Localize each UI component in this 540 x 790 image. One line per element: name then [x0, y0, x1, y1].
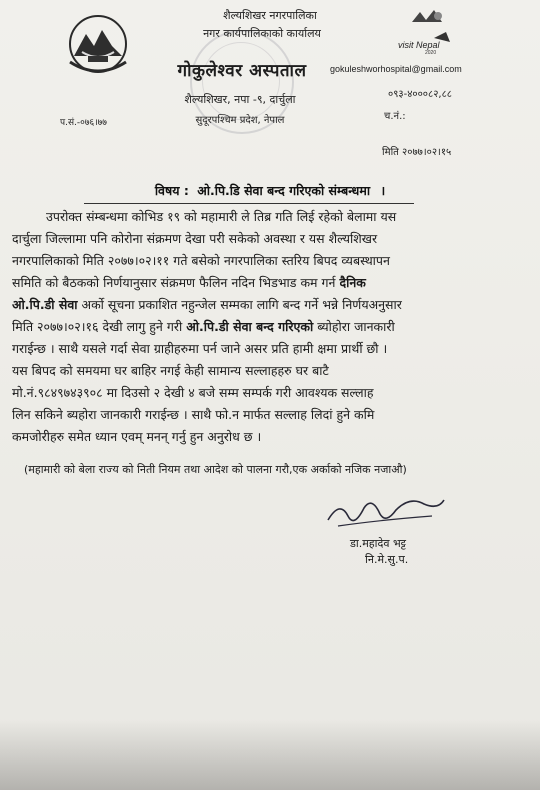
body-line: [12, 340, 532, 357]
body-text: लिन सकिने ब्यहोरा जानकारी गराईन्छ । साथै फो.न मार्फत सल्लाह लिदां हुने कमि: [12, 407, 375, 422]
body-text: अर्को सूचना प्रकाशित नहुन्जेल सम्मका लागि बन्द गर्ने भन्ने निर्णयअनुसार: [77, 297, 402, 312]
body-text: मिति २०७७।०२।१६ देखी लागु हुने गरी: [12, 319, 187, 334]
signatory-title: नि.मे.सु.प.: [365, 553, 409, 566]
body-text: उपरोक्त संम्बन्धमा कोभिड १९ को महामारी ले तिब्र गति लिई रहेको बेलामा यस: [46, 209, 397, 224]
hospital-email: gokuleshworhospital@gmail.com: [330, 64, 462, 74]
body-line: [12, 252, 532, 269]
dispatch-number-label: च.नं.:: [384, 111, 406, 122]
signature-mark: [320, 490, 450, 536]
province-name: सुदूरपश्चिम प्रदेश, नेपाल: [195, 115, 285, 126]
body-line: [12, 318, 532, 335]
body-emphasis: ओ.पि.डी सेवा बन्द गरिएको: [186, 319, 314, 334]
body-line: [12, 384, 532, 401]
body-line: [12, 274, 532, 291]
hospital-address: शैल्यशिखर, नपा -९, दार्चुला: [184, 93, 296, 106]
subject-text: ओ.पि.डि सेवा बन्द गरिएको संम्बन्धमा: [197, 183, 371, 198]
body-text: मो.नं.९८४९७४३९०८ मा दिउसो २ देखी ४ बजे सम्म सम्पर्क गरी आवश्यक सल्लाह: [12, 385, 374, 400]
body-text: गराईन्छ । साथै यसले गर्दा सेवा ग्राहीहरुमा पर्न जाने असर प्रति हामी क्षमा प्रार्थी छौ ।: [12, 341, 388, 356]
office-name: नगर कार्यपालिकाको कार्यालय: [203, 27, 321, 40]
subject-underline: [84, 203, 414, 204]
body-text: समिति को बैठकको निर्णयानुसार संक्रमण फैलिन नदिन भिडभाड कम गर्न: [12, 275, 340, 290]
visit-nepal-logo-year: 2020: [425, 50, 437, 56]
hospital-phone: ०९३-४०००८२,८८: [388, 89, 452, 100]
letter-date: मिति २०७७।०२।१५: [382, 147, 452, 158]
body-text: दार्चुला जिल्लामा पनि कोरोना संक्रमण देखा परी सकेको अवस्था र यस शैल्यशिखर: [12, 231, 378, 246]
body-line: [12, 362, 532, 379]
body-text: ब्योहोरा जानकारी: [313, 319, 395, 334]
body-emphasis: ओ.पि.डी सेवा: [12, 297, 78, 312]
municipality-name: शैल्यशिखर नगरपालिका: [223, 9, 317, 22]
body-emphasis: दैनिक: [339, 275, 366, 290]
body-line: [12, 230, 532, 247]
body-text: यस बिपद को समयमा घर बाहिर नगई केही सामान्य सल्लाहहरु घर बाटै: [12, 363, 329, 378]
body-line: [12, 406, 532, 423]
signatory-name: डा.महादेव भट्ट: [350, 537, 407, 550]
office-stamp-inner: [202, 42, 280, 120]
body-line: [46, 208, 540, 225]
bottom-shadow: [0, 720, 540, 790]
subject-end: ।: [380, 183, 386, 198]
body-line: [12, 428, 532, 445]
visit-nepal-logo-text: visit Nepal: [398, 40, 440, 50]
body-text: नगरपालिकाको मिति २०७७।०२।११ गते बसेको नगरपालिका स्तरिय बिपद व्यबस्थापन: [12, 253, 390, 268]
body-text: कमजोरीहरु समेत ध्यान एवम् मनन् गर्नु हुन अनुरोध छ ।: [12, 429, 262, 444]
fiscal-year-ref: प.सं.-०७६।७७: [60, 118, 107, 128]
closing-note: (महामारी को बेला राज्य को निती नियम तथा आदेश को पालना गरौ,एक अर्काको नजिक नजाऔ): [24, 463, 407, 476]
letter-subject: [0, 182, 540, 199]
subject-label: विषय :: [154, 183, 189, 198]
body-line: [12, 296, 532, 313]
hospital-name: गोकुलेश्वर अस्पताल: [177, 61, 307, 81]
